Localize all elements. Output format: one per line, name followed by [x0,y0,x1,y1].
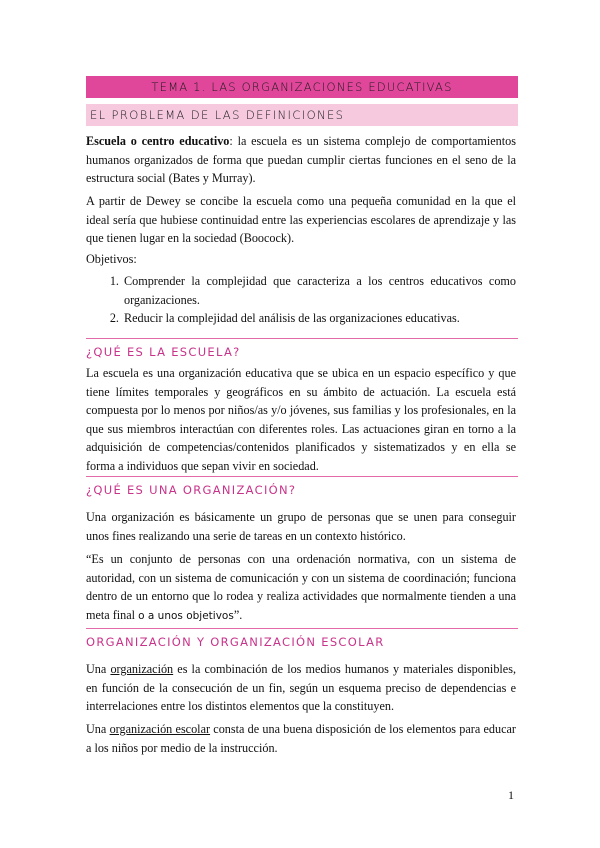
quote-organizacion [86,550,516,625]
paragraph-dewey: A partir de Dewey se concibe la escuela como una pequeña comunidad en la que el ideal sería que hubiese continuidad entre las experiencias escolares de aprendizaje y las que tienen lugar en la sociedad (Boocock). [86,194,516,245]
page-number: 1 [508,788,514,802]
paragraph-definicion-escuela [86,132,516,188]
section-heading-org-escolar [86,628,518,650]
heading-text: ¿QUÉ ES LA ESCUELA? [86,345,241,359]
text: Una [86,662,111,676]
paragraph-organizacion-escolar [86,720,516,757]
objetivos-list [86,272,516,328]
quote-close: ”. [233,607,243,622]
document-title: TEMA 1. LAS ORGANIZACIONES EDUCATIVAS [86,76,518,98]
paragraph-organizacion: Una organización es básicamente un grupo de personas que se unen para conseguir unos fines realizando una serie de tareas en un contexto histórico. [86,510,516,543]
term-organizacion: organización [110,662,174,676]
section-heading-escuela [86,338,518,360]
paragraph-organizacion-def [86,660,516,716]
list-item: 2. Reducir la complejidad del análisis de las organizaciones educativas. [122,309,516,328]
text: consta de una buena disposición de los elementos para educar a los niños por medio de la instrucción. [86,722,516,755]
text: es la combinación de los medios humanos y materiales disponibles, en función de la consecución de un fin, según un esquema preciso de dependencias e interrelaciones entre los distintos elementos que la constituyen. [86,662,516,713]
objetivos-label: Objetivos: [86,252,137,266]
heading-text: ORGANIZACIÓN Y ORGANIZACIÓN ESCOLAR [86,635,385,649]
section-heading-organizacion [86,476,518,498]
section-heading-definiciones: EL PROBLEMA DE LAS DEFINICIONES [86,104,518,126]
heading-text: ¿QUÉ ES UNA ORGANIZACIÓN? [86,483,297,497]
list-item: 1. Comprender la complejidad que caracteriza a los centros educativos como organizaciones. [122,272,516,309]
definition-text: : la escuela es un sistema complejo de comportamientos humanos organizados de forma que puedan cumplir ciertas funciones en el seno de la estructura social (Bates y Murray). [86,134,516,185]
quote-handwritten-part: o a unos objetivos [138,609,234,622]
paragraph-escuela: La escuela es una organización educativa que se ubica en un espacio específico y que tiene límites temporales y geográficos en su ámbito de actuación. La escuela está compuesta por lo menos por niños/as y/o jóvenes, sus familias y los profesionales, en la que sus miembros interactúan con diferentes roles. Las actuaciones giran en torno a la adquisición de competencias/contenidos planificados y sistematizados y en ella se forma a individuos que sepan vivir en sociedad. [86,366,516,473]
text: Una [86,722,110,736]
quote-text: “Es un conjunto de personas con una ordenación normativa, con un sistema de autoridad, con un sistema de comunicación y con un sistema de coordinación; funciona dentro de un entorno que lo rodea y realiza actividades que normalmente tienden a una meta final [86,552,516,622]
term-organizacion-escolar: organización escolar [109,722,211,736]
term-escuela: Escuela o centro educativo [86,134,230,148]
